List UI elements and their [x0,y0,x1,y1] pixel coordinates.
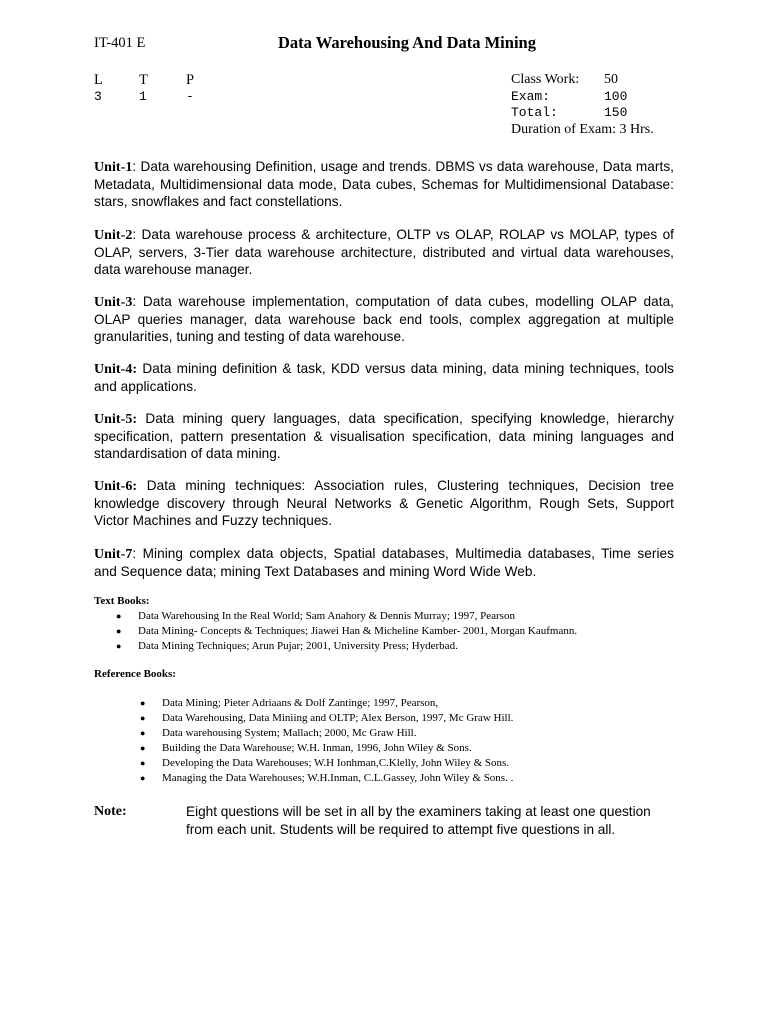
bullet-icon: ● [140,698,146,708]
unit-separator: : [132,159,137,174]
bullet-icon: ● [116,641,122,651]
bullet-icon: ● [140,713,146,723]
ltp-value-row [94,89,224,106]
course-code: IT-401 E [94,35,146,51]
unit-5-paragraph [94,410,674,462]
bullet-icon: ● [116,611,122,621]
unit-description: Data warehouse implementation, computation of data cubes, modelling OLAP data, OLAP queries manager, data warehouse back end tools, complex aggregation at multiple granularities, tuning and testing of data warehouse. [94,294,674,344]
unit-description: Data warehouse process & architecture, OLTP vs OLAP, ROLAP vs MOLAP, types of OLAP, servers, 3-Tier data warehouse architecture, distributed and virtual data warehouses, data warehouse manager. [94,227,674,277]
unit-separator: : [132,294,137,309]
total-label: Total: [511,105,558,120]
unit-2-paragraph [94,226,674,278]
exam-row [511,89,681,106]
unit-6-paragraph [94,477,674,529]
unit-description: Data mining query languages, data specification, specifying knowledge, hierarchy specification, pattern presentation & visualisation specification, data mining languages and standardisation of data mining. [94,411,674,461]
unit-1-paragraph [94,158,674,210]
unit-description: Data mining techniques: Association rules, Clustering techniques, Decision tree knowledge discovery through Neural Networks & Genetic Algorithm, Rough Sets, Support Victor Machines and Fuzzy techniques. [94,478,674,528]
bullet-icon: ● [140,728,146,738]
unit-description: Data mining definition & task, KDD versus data mining, data mining techniques, tools and applications. [94,361,674,394]
class-work-row [511,72,681,89]
note-label: Note: [94,804,127,819]
syllabus-page: IT-401 E Data Warehousing And Data Mining L T P 3 1 - Class Work: 50 Exam: 100 Total: 150 Duration of Exam: 3 Hrs. Unit-1: Data warehousing Definition, usage and trends. DBMS vs data warehouse, Data marts, Metadata, Multidimensional data mode, Data cubes, Schemas for Multidimensional Database: stars, snowflakes and fact constellations. Unit-2: Data warehouse process & architecture, OLTP vs OLAP, ROLAP vs MOLAP, types of OLAP, servers, 3-Tier data warehouse architecture, distributed and virtual data warehouses, data warehouse manager. Unit-3: Data warehouse implementation, computation of data cubes, modelling OLAP data, OLAP queries manager, data warehouse back end tools, complex aggregation at multiple granularities, tuning and testing of data warehouse. Unit-4: Data mining definition & task, KDD versus data mining, data mining techniques, tools and applications. Unit-5: Data mining query languages, data specification, specifying knowledge, hierarchy specification, pattern presentation & visualisation specification, data mining languages and standardisation of data mining. Unit-6: Data mining techniques: Association rules, Clustering techniques, Decision tree knowledge discovery through Neural Networks & Genetic Algorithm, Rough Sets, Support Victor Machines and Fuzzy techniques. Unit-7: Mining complex data objects, Spatial databases, Multimedia databases, Time series and Sequence data; mining Text Databases and mining Word Wide Web. Text Books: ● Data Warehousing In the Real World; Sam Anahory & Dennis Murray; 1997, Pearson ● Data Mining- Concepts & Techniques; Jiawei Han & Micheline Kamber- 2001, Morgan Kaufmann. ● Data Mining Techniques; Arun Pujar; 2001, University Press; Hyderbad. Reference Books: ● Data Mining; Pieter Adriaans & Dolf Zantinge; 1997, Pearson, ● Data Warehousing, Data Miniing and OLTP; Alex Berson, 1997, Mc Graw Hill. ● Data warehousing System; Mallach; 2000, Mc Graw Hill. ● Building the Data Warehouse; W.H. Inman, 1996, John Wiley & Sons. ● Developing the Data Warehouses; W.H Ionhman,C.Klelly, John Wiley & Sons. ● Managing the Data Warehouses; W.H.Inman, C.L.Gassey, John Wiley & Sons. . Note: Eight questions will be set in all by the examiners taking at least one question from each unit. Students will be required to attempt five questions in all. [0,0,768,1024]
course-title: Data Warehousing And Data Mining [278,33,536,52]
class-work-value: 50 [604,72,618,87]
unit-label: Unit-7 [94,547,133,562]
total-value: 150 [604,105,628,120]
unit-description: Data warehousing Definition, usage and trends. DBMS vs data warehouse, Data marts, Metadata, Multidimensional data mode, Data cubes, Schemas for Multidimensional Database: stars, snowflakes and fact constellations. [94,159,674,209]
bullet-icon: ● [116,626,122,636]
note-text: Eight questions will be set in all by the examiners taking at least one question from each unit. Students will be required to attempt five questions in all. [186,804,651,837]
unit-label: Unit-3 [94,295,133,310]
unit-4-paragraph [94,360,674,395]
exam-duration: Duration of Exam: 3 Hrs. [511,121,654,137]
bullet-icon: ● [140,743,146,753]
unit-label: Unit-1 [94,160,133,175]
reference-books-heading: Reference Books: [94,668,176,680]
ltp-table [94,72,224,106]
class-work-label: Class Work: [511,72,580,87]
text-books-heading: Text Books: [94,595,150,607]
ltp-header-t: T [139,72,148,88]
exam-label: Exam: [511,88,551,104]
bullet-icon: ● [140,773,146,783]
ltp-header-row [94,72,224,89]
unit-7-paragraph [94,545,674,580]
unit-separator: : [132,227,137,242]
ltp-value-p: - [186,89,194,104]
total-row [511,105,681,122]
bullet-icon: ● [140,758,146,768]
unit-label: Unit-5: [94,412,138,427]
ltp-header-l: L [94,72,103,88]
ltp-header-p: P [186,72,195,88]
unit-3-paragraph [94,293,674,345]
unit-label: Unit-6: [94,479,138,494]
unit-description: Mining complex data objects, Spatial databases, Multimedia databases, Time series and Sequence data; mining Text Databases and mining Word Wide Web. [94,546,674,579]
unit-label: Unit-4: [94,362,138,377]
exam-value: 100 [604,88,628,104]
unit-label: Unit-2 [94,228,133,243]
marks-distribution [511,72,681,138]
ltp-value-l: 3 [94,89,102,104]
ltp-value-t: 1 [139,89,147,104]
duration-row [511,122,681,139]
unit-separator: : [132,546,137,561]
